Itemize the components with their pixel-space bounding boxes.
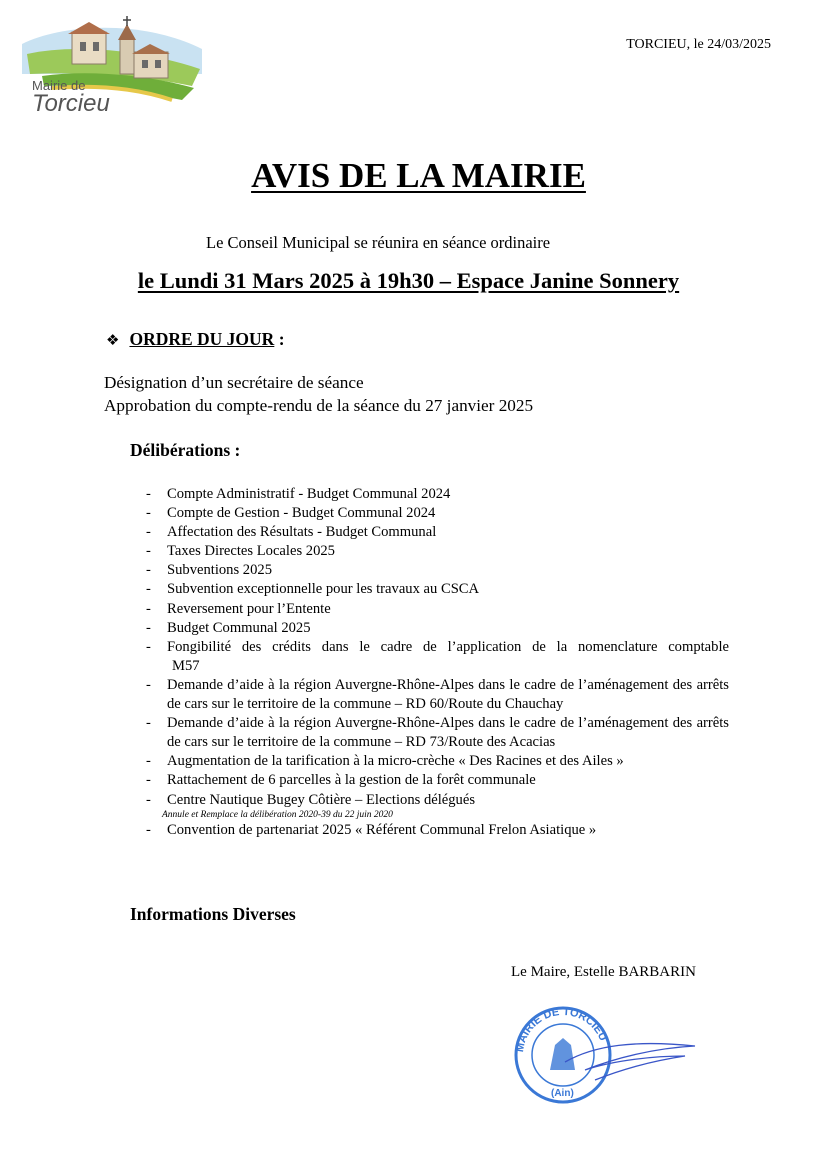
diamond-bullet-icon: ❖ bbox=[106, 331, 120, 349]
list-item: - Demande d’aide à la région Auvergne-Rhône-Alpes dans le cadre de l’aménagement des arrêts de cars sur le territoire de la commune – RD 60/Route du Chauchay bbox=[146, 676, 729, 713]
list-item: - Augmentation de la tarification à la micro-crèche « Des Racines et des Ailes » bbox=[146, 753, 624, 770]
agenda-item: Désignation d’un secrétaire de séance bbox=[104, 373, 364, 392]
deliberations-list bbox=[146, 485, 729, 840]
list-item: - Reversement pour l’Entente bbox=[146, 600, 331, 617]
list-item: - Subventions 2025 bbox=[146, 562, 272, 579]
list-item: - Affectation des Résultats - Budget Communal bbox=[146, 524, 437, 541]
deliberation-note: Annule et Remplace la délibération 2020-39 du 22 juin 2020 bbox=[162, 809, 393, 820]
list-item: - Compte Administratif - Budget Communal 2024 bbox=[146, 486, 451, 502]
document-date: TORCIEU, le 24/03/2025 bbox=[626, 37, 771, 52]
list-item: - Compte de Gestion - Budget Communal 2024 bbox=[146, 505, 436, 522]
list-item: - Rattachement de 6 parcelles à la gestion de la forêt communale bbox=[146, 772, 536, 789]
page-title: AVIS DE LA MAIRIE bbox=[251, 156, 586, 195]
meeting-date-location: le Lundi 31 Mars 2025 à 19h30 – Espace Janine Sonnery bbox=[137, 268, 680, 293]
list-item: - Convention de partenariat 2025 « Référent Communal Frelon Asiatique » bbox=[146, 821, 597, 838]
village-illustration bbox=[22, 14, 202, 118]
stamp-icon bbox=[505, 1000, 705, 1110]
stamp-text: MAIRIE DE TORCIEU bbox=[513, 1005, 610, 1053]
info-heading: Informations Diverses bbox=[130, 904, 296, 924]
official-stamp-signature bbox=[505, 1000, 705, 1110]
signer-name: Le Maire, Estelle BARBARIN bbox=[511, 964, 696, 980]
agenda-heading-colon: : bbox=[274, 329, 285, 349]
stamp-subtext: (Ain) bbox=[551, 1088, 574, 1099]
intro-text: Le Conseil Municipal se réunira en séance ordinaire bbox=[206, 233, 551, 252]
agenda-heading-label: ORDRE DU JOUR bbox=[129, 329, 275, 349]
agenda-heading bbox=[106, 329, 285, 350]
deliberations-heading: Délibérations : bbox=[130, 440, 241, 460]
list-item: - Budget Communal 2025 bbox=[146, 619, 311, 636]
list-item: - Fongibilité des crédits dans le cadre de l’application de la nomenclature comptable M57 bbox=[146, 638, 729, 676]
mairie-logo bbox=[22, 14, 202, 118]
list-item: - Centre Nautique Bugey Côtière – Elections délégués Annule et Remplace la délibération 2020-39 du 22 juin 2020 bbox=[146, 791, 729, 821]
logo-text-line1: Mairie de bbox=[32, 78, 86, 93]
list-item: - Taxes Directes Locales 2025 bbox=[146, 543, 335, 560]
agenda-item: Approbation du compte-rendu de la séance du 27 janvier 2025 bbox=[104, 396, 534, 415]
logo-text-line2: Torcieu bbox=[32, 90, 110, 117]
list-item: - Subvention exceptionnelle pour les travaux au CSCA bbox=[146, 581, 480, 598]
list-item-continuation: M57 bbox=[172, 657, 200, 674]
list-item: - Demande d’aide à la région Auvergne-Rhône-Alpes dans le cadre de l’aménagement des arrêts de cars sur le territoire de la commune – RD 73/Route des Acacias bbox=[146, 715, 729, 751]
